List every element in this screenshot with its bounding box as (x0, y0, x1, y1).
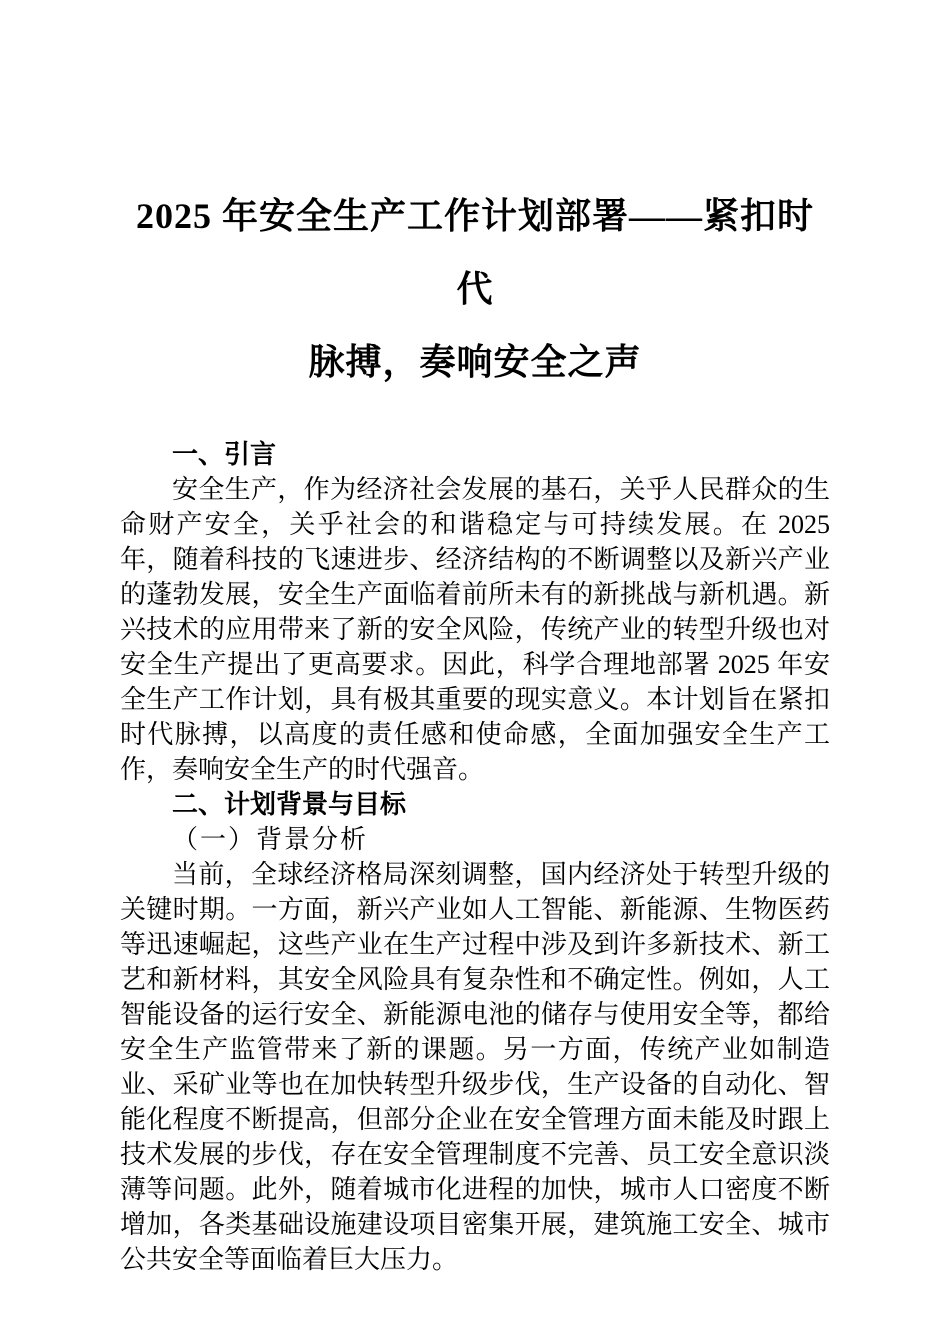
document-title-line-1: 2025 年安全生产工作计划部署——紧扣时代 (135, 196, 814, 309)
document-title-line-2: 脉搏，奏响安全之声 (308, 342, 642, 382)
document-title (118, 0, 832, 399)
paragraph-background-analysis: 当前，全球经济格局深刻调整，国内经济处于转型升级的关键时期。一方面，新兴产业如人工智能、新能源、生物医药等迅速崛起，这些产业在生产过程中涉及到许多新技术、新工艺和新材料，其安全风险具有复杂性和不确定性。例如，人工智能设备的运行安全、新能源电池的储存与使用安全等，都给安全生产监管带来了新的课题。另一方面，传统产业如制造业、采矿业等也在加快转型升级步伐，生产设备的自动化、智能化程度不断提高，但部分企业在安全管理方面未能及时跟上技术发展的步伐，存在安全管理制度不完善、员工安全意识淡薄等问题。此外，随着城市化进程的加快，城市人口密度不断增加，各类基础设施建设项目密集开展，建筑施工安全、城市公共安全等面临着巨大压力。 (120, 860, 830, 1274)
document-body (120, 437, 830, 1277)
section-heading-introduction: 一、引言 (172, 439, 277, 469)
subsection-heading-background-analysis: （一）背景分析 (172, 825, 369, 854)
section-heading-background-goals: 二、计划背景与目标 (172, 789, 407, 819)
paragraph-introduction: 安全生产，作为经济社会发展的基石，关乎人民群众的生命财产安全，关乎社会的和谐稳定与可持续发展。在 2025 年，随着科技的飞速进步、经济结构的不断调整以及新兴产业的蓬勃发展，安全生产面临着前所未有的新挑战与新机遇。新兴技术的应用带来了新的安全风险，传统产业的转型升级也对安全生产提出了更高要求。因此，科学合理地部署 2025 年安全生产工作计划，具有极其重要的现实意义。本计划旨在紧扣时代脉搏，以高度的责任感和使命感，全面加强安全生产工作，奏响安全生产的时代强音。 (120, 475, 830, 784)
